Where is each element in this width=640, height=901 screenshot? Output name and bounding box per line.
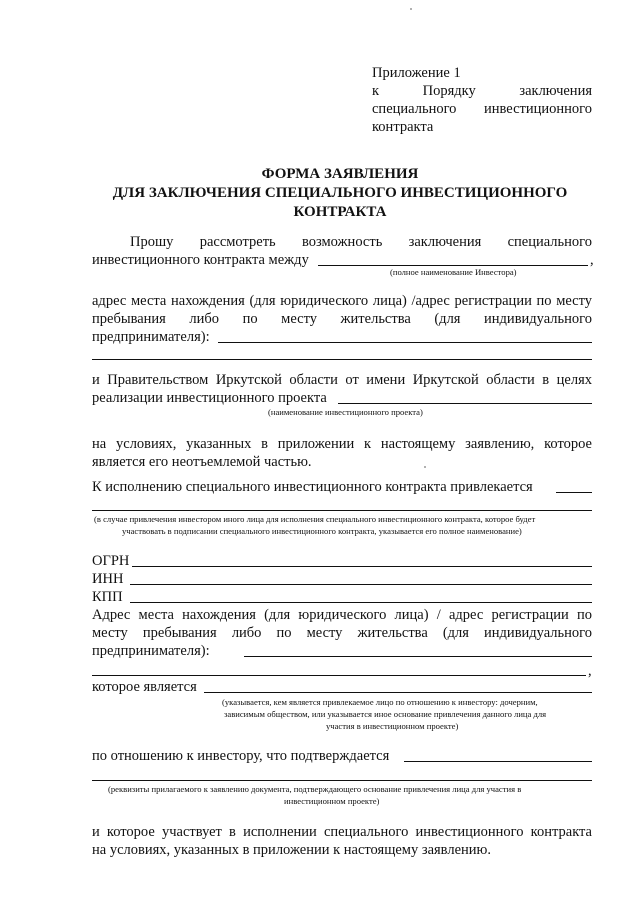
project-name-field[interactable] xyxy=(338,403,592,404)
form-title-line-1: ФОРМА ЗАЯВЛЕНИЯ xyxy=(261,166,419,182)
p9-line-2: на условиях, указанных в приложении к настоящему заявлению. xyxy=(92,842,491,858)
contractor-caption-2: участвовать в подписании специального инвестиционного контракта, указывается его полное наименование) xyxy=(122,526,522,536)
inn-field[interactable] xyxy=(130,584,592,585)
appendix-line-2 xyxy=(372,82,592,100)
confirmation-caption-1: (реквизиты прилагаемого к заявлению документа, подтверждающего основание привлечения лица для участия в xyxy=(108,784,522,794)
kpp-field[interactable] xyxy=(130,602,592,603)
ogrn-field[interactable] xyxy=(132,566,592,567)
p6-line-3: предпринимателя): xyxy=(92,643,210,659)
confirmation-field-2[interactable] xyxy=(92,780,592,781)
kpp-label: КПП xyxy=(92,589,123,605)
form-title-line-3: КОНТРАКТА xyxy=(293,204,387,220)
confirmation-field[interactable] xyxy=(404,761,592,762)
p6-line-1 xyxy=(92,606,592,624)
scan-speck xyxy=(410,8,412,10)
relation-caption-2: зависимым обществом, или указывается иное основание привлечения данного лица для xyxy=(224,709,547,719)
p8-line-1: по отношению к инвестору, что подтверждается xyxy=(92,748,390,764)
p5-line-1: К исполнению специального инвестиционного контракта привлекается xyxy=(92,479,533,495)
p1-line-1-text: Прошу рассмотреть возможность заключения специального xyxy=(130,234,592,250)
p1-line-1 xyxy=(130,233,592,251)
contractor-caption-1: (в случае привлечения инвестором иного лица для исполнения специального инвестиционного контракта, которое будет xyxy=(94,514,536,524)
appendix-line-4: контракта xyxy=(372,119,434,135)
p3-line-2: реализации инвестиционного проекта xyxy=(92,390,327,406)
relation-caption-1: (указывается, кем является привлекаемое лицо по отношению к инвестору: дочерним, xyxy=(222,697,538,707)
relation-field[interactable] xyxy=(204,692,592,693)
p2-line-2 xyxy=(92,310,592,328)
investor-name-caption: (полное наименование Инвестора) xyxy=(390,267,517,277)
p6-comma: , xyxy=(588,663,592,679)
appendix-line-1: Приложение 1 xyxy=(372,65,461,81)
contractor-name-field[interactable] xyxy=(556,492,592,493)
investor-name-field[interactable] xyxy=(318,265,588,266)
appendix-line-2-text: к Порядку заключения xyxy=(372,83,592,99)
p3-line-1 xyxy=(92,371,592,389)
p6-line-2-text: месту пребывания либо по месту жительства (для индивидуального xyxy=(92,625,592,641)
inn-label: ИНН xyxy=(92,571,124,587)
p2-line-1-text: адрес места нахождения (для юридического лица) /адрес регистрации по месту xyxy=(92,293,592,309)
confirmation-caption-2: инвестиционном проекте) xyxy=(284,796,380,806)
p3-line-1-text: и Правительством Иркутской области от имени Иркутской области в целях xyxy=(92,372,592,388)
project-name-caption: (наименование инвестиционного проекта) xyxy=(268,407,423,417)
form-title-line-2: ДЛЯ ЗАКЛЮЧЕНИЯ СПЕЦИАЛЬНОГО ИНВЕСТИЦИОННОГО xyxy=(112,185,568,201)
scan-speck xyxy=(424,466,426,468)
investor-address-field-2[interactable] xyxy=(92,359,592,360)
p1-comma: , xyxy=(590,252,594,268)
p2-line-3: предпринимателя): xyxy=(92,329,210,345)
p4-line-1-text: на условиях, указанных в приложении к настоящему заявлению, которое xyxy=(92,436,592,452)
appendix-line-3 xyxy=(372,100,592,118)
p7-line-1: которое является xyxy=(92,679,197,695)
relation-caption-3: участия в инвестиционном проекте) xyxy=(326,721,459,731)
p2-line-1 xyxy=(92,292,592,310)
p6-line-1-text: Адрес места нахождения (для юридического лица) / адрес регистрации по xyxy=(92,607,592,623)
p4-line-2: является его неотъемлемой частью. xyxy=(92,454,312,470)
p2-line-2-text: пребывания либо по месту жительства (для индивидуального xyxy=(92,311,592,327)
p6-line-2 xyxy=(92,624,592,642)
ogrn-label: ОГРН xyxy=(92,553,130,569)
contractor-name-field-2[interactable] xyxy=(92,510,592,511)
p4-line-1 xyxy=(92,435,592,453)
p9-line-1 xyxy=(92,823,592,841)
p9-line-1-text: и которое участвует в исполнении специального инвестиционного контракта xyxy=(92,824,592,840)
contractor-address-field-2[interactable] xyxy=(92,675,586,676)
p1-line-2: инвестиционного контракта между xyxy=(92,252,309,268)
contractor-address-field[interactable] xyxy=(244,656,592,657)
appendix-line-3-text: специального инвестиционного xyxy=(372,101,592,117)
investor-address-field[interactable] xyxy=(218,342,592,343)
